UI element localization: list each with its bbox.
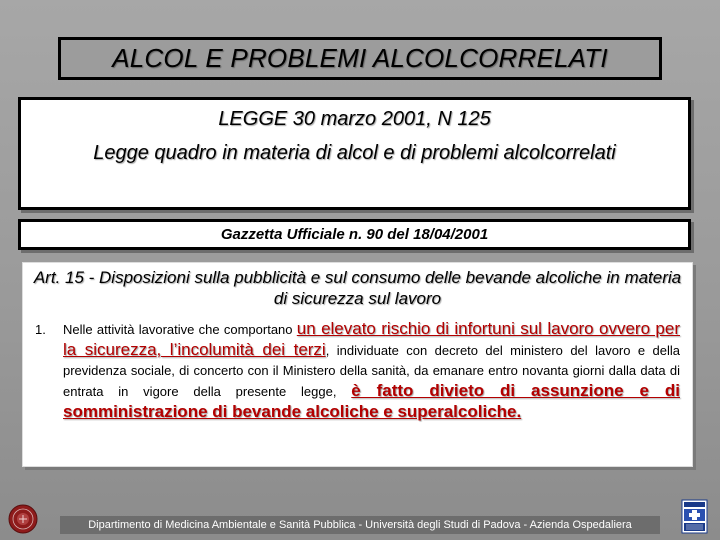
article-text-part-1: Nelle attività lavorative che comportano	[63, 322, 297, 337]
article-item-number: 1.	[35, 322, 46, 337]
article-title: Art. 15 - Disposizioni sulla pubblicità e sul consumo delle bevande alcoliche in materia di sicurezza sul lavoro	[33, 268, 682, 308]
article-item	[23, 319, 692, 423]
law-description: Legge quadro in materia di alcol e di problemi alcolcorrelati	[93, 142, 616, 164]
article-emphasis-risk: un elevato rischio di infortuni sul lavoro ovvero per la sicurezza, l’incolumità dei terzi	[63, 319, 680, 359]
footer-text: Dipartimento di Medicina Ambientale e Sanità Pubblica - Università degli Studi di Padova - Azienda Ospedaliera	[88, 519, 632, 531]
gazette-reference: Gazzetta Ufficiale n. 90 del 18/04/2001	[220, 226, 489, 243]
article-box	[22, 262, 693, 467]
article-text	[63, 319, 680, 421]
university-seal-icon	[8, 504, 38, 534]
law-title: LEGGE 30 marzo 2001, N 125	[218, 108, 491, 130]
law-box	[18, 97, 691, 210]
footer-bar	[60, 516, 660, 534]
article-text-part-2: , individuate con decreto del ministero del lavoro e della previdenza sociale, di concerto con il Ministero della sanità, da emanare entro novanta giorni dalla data di entrata in vigore della presente legge,	[63, 343, 680, 399]
article-emphasis-prohibition: è fatto divieto di assunzione e di somministrazione di bevande alcoliche e superalcoliche.	[63, 381, 680, 421]
hospital-logo-icon	[681, 499, 708, 534]
slide-title: ALCOL E PROBLEMI ALCOLCORRELATI	[112, 43, 608, 73]
gazette-box	[18, 219, 691, 250]
slide-title-box	[58, 37, 662, 80]
